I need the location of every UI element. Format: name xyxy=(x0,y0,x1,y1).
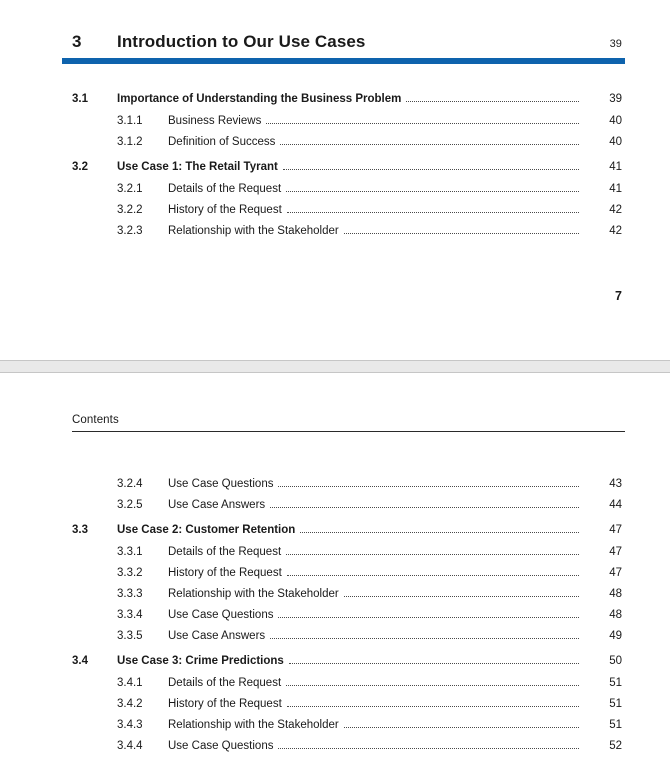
toc-entry-page: 49 xyxy=(609,630,622,642)
toc-entry-page: 42 xyxy=(609,204,622,216)
toc-entry-page: 47 xyxy=(609,524,622,536)
toc-entry-title: History of the Request xyxy=(168,567,282,579)
toc-entry[interactable] xyxy=(72,157,622,178)
toc-entry-title: Relationship with the Stakeholder xyxy=(168,225,339,237)
toc-entry-title: Use Case Questions xyxy=(168,609,274,621)
toc-entry-page: 51 xyxy=(609,698,622,710)
toc-entry-title: Use Case 2: Customer Retention xyxy=(117,524,296,536)
toc-entry-page: 47 xyxy=(609,546,622,558)
toc-entry[interactable] xyxy=(72,474,622,495)
toc-entry-title: Definition of Success xyxy=(168,136,276,148)
toc-entry-page: 40 xyxy=(609,136,622,148)
toc-entry-page: 39 xyxy=(609,93,622,105)
toc-entry-page: 43 xyxy=(609,478,622,490)
toc-entry-page: 51 xyxy=(609,677,622,689)
toc-leader-dots xyxy=(287,212,579,213)
chapter-accent-rule xyxy=(62,58,625,64)
toc-leader-dots xyxy=(283,169,579,170)
toc-entry-title: Details of the Request xyxy=(168,183,282,195)
toc-entry-number: 3.4.2 xyxy=(117,698,143,710)
toc-leader-dots xyxy=(300,532,579,533)
toc-leader-dots xyxy=(287,706,579,707)
toc-entry-number: 3.2 xyxy=(72,161,88,173)
toc-entry[interactable] xyxy=(72,626,622,647)
toc-entry-number: 3.3.5 xyxy=(117,630,143,642)
toc-leader-dots xyxy=(344,596,579,597)
page-folio: 7 xyxy=(615,289,622,303)
chapter-page-number: 39 xyxy=(609,38,622,50)
toc-entry-title: Use Case Questions xyxy=(168,740,274,752)
toc-entry-page: 41 xyxy=(609,161,622,173)
toc-leader-dots xyxy=(289,663,579,664)
toc-entry-number: 3.4.1 xyxy=(117,677,143,689)
toc-leader-dots xyxy=(280,144,579,145)
toc-entry-number: 3.4.4 xyxy=(117,740,143,752)
toc-entry-number: 3.4.3 xyxy=(117,719,143,731)
toc-entry-number: 3.1 xyxy=(72,93,88,105)
toc-leader-dots xyxy=(278,617,579,618)
toc-entry[interactable] xyxy=(72,563,622,584)
chapter-title: Introduction to Our Use Cases xyxy=(117,32,366,51)
toc-entry-title: History of the Request xyxy=(168,698,282,710)
toc-leader-dots xyxy=(278,486,579,487)
toc-entry-number: 3.2.5 xyxy=(117,499,143,511)
toc-entry[interactable] xyxy=(72,651,622,672)
toc-entry[interactable] xyxy=(72,736,622,757)
toc-entry-page: 41 xyxy=(609,183,622,195)
toc-entry-page: 47 xyxy=(609,567,622,579)
toc-entry-number: 3.2.2 xyxy=(117,204,143,216)
toc-entry-page: 50 xyxy=(609,655,622,667)
toc-entry[interactable] xyxy=(72,542,622,563)
toc-entry-page: 42 xyxy=(609,225,622,237)
toc-entry-title: Details of the Request xyxy=(168,546,282,558)
toc-entry-page: 44 xyxy=(609,499,622,511)
toc-entry-title: Details of the Request xyxy=(168,677,282,689)
toc-entry-title: Use Case Answers xyxy=(168,499,266,511)
toc-entry-title: Use Case 3: Crime Predictions xyxy=(117,655,284,667)
toc-entry-title: Use Case 1: The Retail Tyrant xyxy=(117,161,278,173)
toc-entry-number: 3.3.4 xyxy=(117,609,143,621)
toc-entry[interactable] xyxy=(72,200,622,221)
toc-entry-page: 52 xyxy=(609,740,622,752)
page-1 xyxy=(0,0,670,360)
toc-entry-number: 3.3.1 xyxy=(117,546,143,558)
toc-entry-page: 48 xyxy=(609,609,622,621)
toc-entry[interactable] xyxy=(72,89,622,110)
toc-entry-title: Business Reviews xyxy=(168,115,262,127)
toc-entry-title: Use Case Answers xyxy=(168,630,266,642)
toc-leader-dots xyxy=(344,727,579,728)
chapter-heading xyxy=(72,30,622,56)
toc-entry-number: 3.1.2 xyxy=(117,136,143,148)
toc-leader-dots xyxy=(270,507,579,508)
toc-entry-number: 3.2.4 xyxy=(117,478,143,490)
toc-entry-page: 51 xyxy=(609,719,622,731)
toc-entry[interactable] xyxy=(72,520,622,541)
toc-entry-number: 3.2.3 xyxy=(117,225,143,237)
toc-leader-dots xyxy=(287,575,579,576)
toc-leader-dots xyxy=(270,638,579,639)
toc-leader-dots xyxy=(286,191,579,192)
toc-entry[interactable] xyxy=(72,221,622,242)
toc-entry-number: 3.3.2 xyxy=(117,567,143,579)
chapter-number: 3 xyxy=(72,32,82,51)
toc-entry-title: Use Case Questions xyxy=(168,478,274,490)
toc-entry[interactable] xyxy=(72,715,622,736)
toc-leader-dots xyxy=(278,748,579,749)
toc-entry[interactable] xyxy=(72,111,622,132)
toc-leader-dots xyxy=(286,554,579,555)
running-header-rule xyxy=(72,431,625,432)
toc-entry[interactable] xyxy=(72,179,622,200)
toc-list-page2 xyxy=(72,474,622,757)
toc-entry-title: Importance of Understanding the Business Problem xyxy=(117,93,402,105)
toc-leader-dots xyxy=(406,101,579,102)
toc-leader-dots xyxy=(344,233,579,234)
toc-entry[interactable] xyxy=(72,694,622,715)
toc-entry[interactable] xyxy=(72,673,622,694)
toc-entry-number: 3.2.1 xyxy=(117,183,143,195)
toc-entry-number: 3.4 xyxy=(72,655,88,667)
toc-entry[interactable] xyxy=(72,132,622,153)
toc-entry-page: 40 xyxy=(609,115,622,127)
toc-entry-number: 3.1.1 xyxy=(117,115,143,127)
toc-entry-number: 3.3 xyxy=(72,524,88,536)
toc-entry-title: History of the Request xyxy=(168,204,282,216)
toc-list-page1 xyxy=(72,85,622,242)
page-2 xyxy=(0,373,670,757)
toc-entry[interactable] xyxy=(72,584,622,605)
toc-entry-number: 3.3.3 xyxy=(117,588,143,600)
toc-entry-page: 48 xyxy=(609,588,622,600)
toc-entry-title: Relationship with the Stakeholder xyxy=(168,719,339,731)
toc-entry-title: Relationship with the Stakeholder xyxy=(168,588,339,600)
toc-leader-dots xyxy=(286,685,579,686)
toc-entry[interactable] xyxy=(72,495,622,516)
toc-entry[interactable] xyxy=(72,605,622,626)
page-separator xyxy=(0,360,670,373)
running-header: Contents xyxy=(72,414,119,426)
toc-leader-dots xyxy=(266,123,579,124)
